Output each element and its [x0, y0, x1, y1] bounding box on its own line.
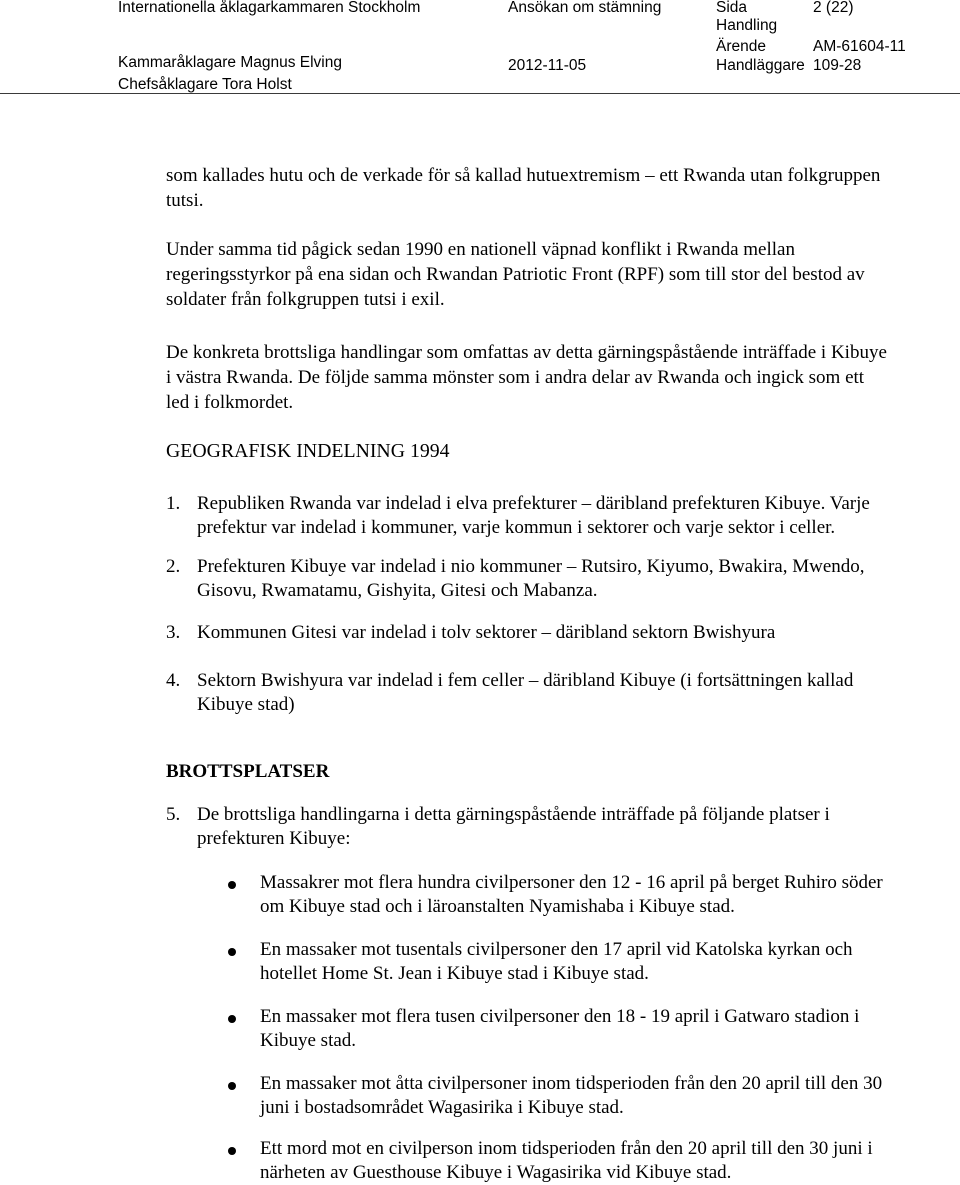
item-number: 2.: [166, 556, 181, 577]
numbered-item: [166, 669, 853, 717]
page-number: 2 (22): [813, 0, 854, 16]
numbered-item: [166, 492, 870, 540]
header-divider: [0, 93, 960, 94]
chief-prosecutor-name: Chefsåklagare Tora Holst: [118, 76, 292, 93]
officer-label: Handläggare: [716, 57, 805, 74]
bullet-icon: [228, 948, 236, 956]
crime-scene-text: Ett mord mot en civilperson inom tidsperioden från den 20 april till den 30 juni i närheten av Guesthouse Kibuye i Wagasirika vid Kibuye stad.: [260, 1138, 873, 1183]
numbered-item: [166, 621, 775, 645]
bullet-icon: [228, 1147, 236, 1155]
section-heading-crime-scenes: BROTTSPLATSER: [166, 761, 330, 782]
page-label: Sida: [716, 0, 748, 16]
crime-scene-list-item: [228, 938, 853, 986]
numbered-item: [166, 803, 830, 851]
bullet-icon: [228, 1015, 236, 1023]
crime-scene-list-item: [228, 871, 883, 919]
body-paragraph: Under samma tid pågick sedan 1990 en nationell väpnad konflikt i Rwanda mellan regeringsstyrkor på ena sidan och Rwandan Patriotic Front (RPF) som till stor del bestod av soldater från folkgruppen tutsi i exil.: [166, 239, 865, 310]
item-text: De brottsliga handlingarna i detta gärningspåstående inträffade på följande platser i prefekturen Kibuye:: [197, 804, 830, 849]
crime-scene-list-item: [228, 1072, 882, 1120]
crime-scene-text: En massaker mot åtta civilpersoner inom tidsperioden från den 20 april till den 30 juni i bostadsområdet Wagasirika i Kibuye stad.: [260, 1073, 883, 1118]
crime-scene-list-item: [228, 1005, 859, 1053]
prosecution-office: Internationella åklagarkammaren Stockholm: [118, 0, 421, 16]
document-date: 2012-11-05: [508, 57, 587, 74]
body-paragraph: De konkreta brottsliga handlingar som omfattas av detta gärningspåstående inträffade i Kibuye i västra Rwanda. De följde samma mönster som i andra delar av Rwanda och ingick som ett led i folkmordet.: [166, 342, 887, 413]
body-paragraph: som kallades hutu och de verkade för så kallad hutuextremism – ett Rwanda utan folkgruppen tutsi.: [166, 165, 881, 211]
item-text: Kommunen Gitesi var indelad i tolv sektorer – däribland sektorn Bwishyura: [197, 622, 776, 643]
numbered-item: [166, 555, 865, 603]
item-number: 4.: [166, 670, 181, 691]
crime-scene-text: En massaker mot tusentals civilpersoner den 17 april vid Katolska kyrkan och hotellet Home St. Jean i Kibuye stad i Kibuye stad.: [260, 939, 853, 984]
bullet-icon: [228, 881, 236, 889]
item-number: 1.: [166, 493, 181, 514]
item-text: Sektorn Bwishyura var indelad i fem celler – däribland Kibuye (i fortsättningen kallad Kibuye stad): [197, 670, 854, 715]
crime-scene-text: Massakrer mot flera hundra civilpersoner den 12 - 16 april på berget Ruhiro söder om Kibuye stad och i läroanstalten Nyamishaba i Kibuye stad.: [260, 872, 883, 917]
case-number: AM-61604-11: [813, 38, 906, 55]
case-label: Ärende: [716, 38, 766, 55]
document-label: Handling: [716, 17, 778, 34]
crime-scene-text: En massaker mot flera tusen civilpersoner den 18 - 19 april i Gatwaro stadion i Kibuye stad.: [260, 1006, 860, 1051]
document-type: Ansökan om stämning: [508, 0, 662, 16]
crime-scene-list-item: [228, 1137, 873, 1185]
prosecutor-name: Kammaråklagare Magnus Elving: [118, 54, 342, 71]
item-number: 3.: [166, 622, 181, 643]
item-text: Prefekturen Kibuye var indelad i nio kommuner – Rutsiro, Kiyumo, Bwakira, Mwendo, Gisovu, Rwamatamu, Gishyita, Gitesi och Mabanza.: [197, 556, 865, 601]
item-number: 5.: [166, 804, 181, 825]
bullet-icon: [228, 1082, 236, 1090]
officer-number: 109-28: [813, 57, 862, 74]
section-heading-geography: GEOGRAFISK INDELNING 1994: [166, 440, 450, 462]
item-text: Republiken Rwanda var indelad i elva prefekturer – däribland prefekturen Kibuye. Varje prefektur var indelad i kommuner, varje kommun i sektorer och varje sektor i celler.: [197, 493, 870, 538]
